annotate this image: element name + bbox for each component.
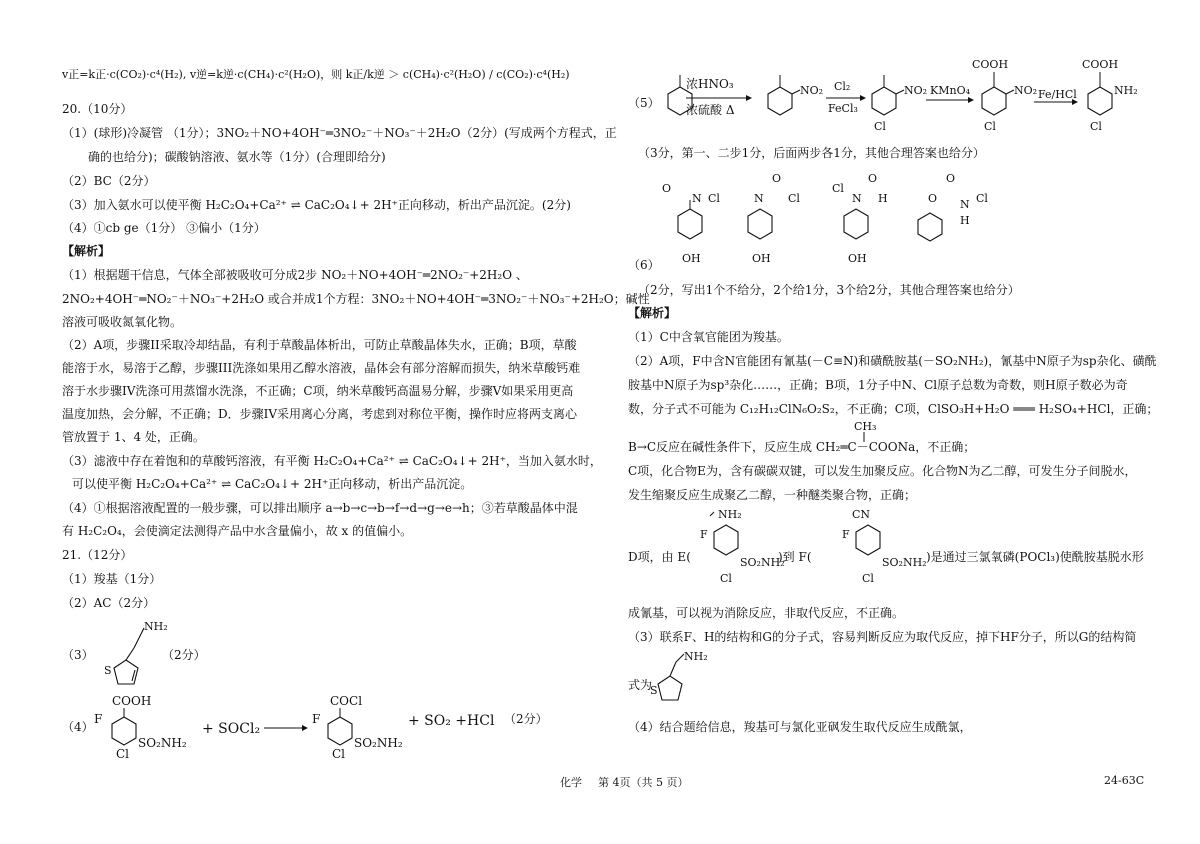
methyl-label: CH₃ bbox=[854, 420, 877, 433]
analysis-heading: 【解析】 bbox=[62, 244, 111, 258]
iso2-o: O bbox=[772, 172, 782, 185]
chloro-label-2: Cl bbox=[874, 120, 886, 133]
acyl-chloride-reaction bbox=[90, 695, 520, 775]
nitrile-label: CN bbox=[852, 508, 871, 521]
step2-reagent-top: Cl₂ bbox=[834, 80, 851, 93]
cocl-label: COCl bbox=[330, 694, 363, 708]
iso3-cl: Cl bbox=[832, 182, 844, 195]
q21-answer-6-label: （6） bbox=[628, 258, 660, 272]
step1-reagent-bottom: 浓硫酸 Δ bbox=[686, 103, 735, 117]
iso2-n: N bbox=[754, 192, 764, 205]
r-explain-2-line4: B→C反应在碱性条件下，反应生成 CH₂═C－COONa，不正确； bbox=[628, 440, 976, 454]
explain-2-line2: 能溶于水，易溶于乙醇，步骤III洗涤如果用乙醇水溶液，晶体会有部分溶解而损失，纳米草酸钙难 bbox=[62, 361, 581, 375]
r-explain-2-line8: 成氰基，可以视为消除反应，非取代反应，不正确。 bbox=[628, 606, 905, 620]
chloro-label-3: Cl bbox=[984, 120, 996, 133]
explain-4-line1: （4）①根据溶液配置的一般步骤，可以排出顺序 a→b→c→b→f→d→g→e→h；③若草酸晶体中混 bbox=[62, 501, 578, 515]
step2-reagent-bottom: FeCl₃ bbox=[828, 102, 858, 115]
cooh-label-3: COOH bbox=[972, 58, 1009, 71]
f-chloro: Cl bbox=[862, 572, 874, 585]
chloro-label-4: Cl bbox=[1090, 120, 1102, 133]
iso4-h: H bbox=[960, 214, 970, 227]
iso4-cl: Cl bbox=[976, 192, 988, 205]
product-sulfonamide-label: SO₂NH₂ bbox=[354, 736, 403, 750]
iso4-n: N bbox=[960, 198, 970, 211]
explain-3-line2: 可以使平衡 H₂C₂O₄+Ca²⁺ ⇌ CaC₂O₄↓+ 2H⁺正向移动，析出产品沉淀。 bbox=[72, 477, 473, 491]
q20-answer-3: （3）加入氨水可以使平衡 H₂C₂O₄+Ca²⁺ ⇌ CaC₂O₄↓+ 2H⁺正向移动，析出产品沉淀。(2分) bbox=[62, 198, 571, 212]
product-chloro-label: Cl bbox=[332, 747, 346, 761]
q20-answer-4: （4）①cb ge（1分） ③偏小（1分） bbox=[62, 221, 266, 235]
iso2-cl: Cl bbox=[788, 192, 800, 205]
cooh-label-4: COOH bbox=[1082, 58, 1119, 71]
q21-answer-5-label: （5） bbox=[628, 96, 660, 110]
e-sulfonamide: SO₂NH₂ bbox=[740, 556, 785, 569]
e-chloro: Cl bbox=[720, 572, 732, 585]
rate-constant-line: v正=k正·c(CO₂)·c⁴(H₂), v逆=k逆·c(CH₄)·c²(H₂O)，则 k正/k逆 ＞ c(CH₄)·c²(H₂O) / c(CO₂)·c⁴(H₂) bbox=[62, 68, 570, 81]
iso4-o-top: O bbox=[946, 172, 956, 185]
thiophene-methylamine-structure bbox=[96, 618, 176, 698]
q21-answer-3-label: （3） bbox=[62, 648, 94, 662]
amine-label: NH₂ bbox=[144, 620, 168, 633]
q20-answer-2: （2）BC（2分） bbox=[62, 174, 156, 188]
explain-2-line5: 管放置于 1、4 处，正确。 bbox=[62, 430, 205, 444]
r-explain-2-line6: 发生缩聚反应生成聚乙二醇，一种醚类聚合物，正确； bbox=[628, 488, 917, 502]
r-explain-2-line5: C项，化合物E为，含有碳碳双键，可以发生加聚反应。化合物N为乙二醇，可发生分子间脱水， bbox=[628, 464, 1137, 478]
f-fluoro: F bbox=[842, 528, 850, 541]
iso3-oh: OH bbox=[848, 252, 867, 265]
explain-1-line3: 溶液可吸收氮氧化物。 bbox=[62, 315, 183, 329]
r-explain-2-line3: 数，分子式不可能为 C₁₂H₁₂ClN₆O₂S₂，不正确；C项，ClSO₃H+H₂O ═══ H₂SO₄+HCl，正确； bbox=[628, 402, 1159, 416]
explain-1-line2: 2NO₂+4OH⁻═NO₂⁻＋NO₃⁻+2H₂O 或合并成1个方程：3NO₂＋NO+4OH⁻═3NO₂⁻＋NO₃⁻+2H₂O；碱性 bbox=[62, 292, 650, 306]
r-explain-3-line1: （3）联系F、H的结构和G的分子式，容易判断反应为取代反应，掉下HF分子，所以G的结构简 bbox=[628, 630, 1137, 644]
q21-answer-1: （1）羧基（1分） bbox=[62, 572, 162, 586]
q21-answer-3-score: （2分） bbox=[162, 648, 206, 662]
explain-3-line1: （3）滤液中存在着饱和的草酸钙溶液，有平衡 H₂C₂O₄+Ca²⁺ ⇌ CaC₂O₄↓+ 2H⁺，当加入氨水时， bbox=[62, 454, 602, 468]
r-explain-3-line2: 式为 bbox=[628, 678, 653, 692]
compound-g-structure bbox=[650, 650, 720, 710]
q20-title: 20.（10分） bbox=[62, 102, 133, 116]
analysis-heading-right: 【解析】 bbox=[628, 306, 677, 320]
amide-nh2: NH₂ bbox=[718, 508, 742, 521]
product-fluoro-label: F bbox=[312, 712, 321, 726]
q20-answer-1b: 确的也给分)；碳酸钠溶液、氨水等（1分）(合理即给分) bbox=[88, 150, 386, 164]
iso3-n: N bbox=[852, 192, 862, 205]
r-explain-4: （4）结合题给信息，羧基可与氯化亚砜发生取代反应生成酰氯， bbox=[628, 720, 972, 734]
r-explain-2-line7b: )到 F( bbox=[778, 550, 812, 564]
explain-2-line3: 溶于水步骤IV洗涤可用蒸馏水洗涤，不正确；C项，纳米草酸钙高温易分解，步骤V如果采用更高 bbox=[62, 384, 574, 398]
explain-4-line2: 有 H₂C₂O₄，会使滴定法测得产品中水含量偏小，故 x 的值偏小。 bbox=[62, 524, 413, 538]
nitro-label-3: NO₂ bbox=[1014, 84, 1038, 97]
iso4-o: O bbox=[928, 192, 938, 205]
r-explain-2-line7a: D项，由 E( bbox=[628, 550, 691, 564]
thionyl-chloride-reagent: + SOCl₂ bbox=[202, 721, 261, 737]
isomer-structures bbox=[656, 170, 1076, 270]
compound-f-structure bbox=[832, 506, 932, 598]
step1-reagent-top: 浓HNO₃ bbox=[686, 77, 734, 91]
fluoro-label: F bbox=[94, 712, 103, 726]
r-explain-2-line7c: )是通过三氯氧磷(POCl₃)使酰胺基脱水形 bbox=[926, 550, 1144, 564]
iso2-oh: OH bbox=[752, 252, 771, 265]
acrylate-methyl-bond bbox=[860, 432, 870, 444]
nitro-label-1: NO₂ bbox=[800, 84, 824, 97]
sulfonamide-label: SO₂NH₂ bbox=[138, 736, 187, 750]
iso3-o: O bbox=[868, 172, 878, 185]
r-explain-2-line2: 胺基中N原子为sp³杂化……，正确；B项，1分子中N、Cl原子总数为奇数，则H原子数必为奇 bbox=[628, 378, 1128, 392]
amine-label-4: NH₂ bbox=[1114, 84, 1138, 97]
q21-answer-4-label: （4） bbox=[62, 720, 94, 734]
step4-reagent: Fe/HCl bbox=[1038, 88, 1077, 101]
synthesis-route bbox=[650, 58, 1150, 140]
f-sulfonamide: SO₂NH₂ bbox=[882, 556, 927, 569]
r-explain-2-line1: （2）A项，F中含N官能团有氰基(－C≡N)和磺酰胺基(－SO₂NH₂)，氰基中N原子为sp杂化、磺酰 bbox=[628, 354, 1157, 368]
iso1-cl: Cl bbox=[708, 192, 720, 205]
cooh-label: COOH bbox=[112, 694, 152, 708]
r-explain-1: （1）C中含氧官能团为羧基。 bbox=[628, 330, 789, 344]
footer-page: 第 4页（共 5 页） bbox=[598, 776, 689, 789]
nitro-label-2: NO₂ bbox=[904, 84, 928, 97]
g-amine: NH₂ bbox=[684, 650, 708, 663]
step3-reagent: KMnO₄ bbox=[930, 84, 970, 97]
explain-1-line1: （1）根据题干信息，气体全部被吸收可分成2步 NO₂＋NO+4OH⁻═2NO₂⁻+2H₂O 、 bbox=[62, 268, 528, 282]
q20-answer-1a: （1）(球形)冷凝管 （1分）；3NO₂＋NO+4OH⁻═3NO₂⁻＋NO₃⁻＋2H₂O（2分）(写成两个方程式，正 bbox=[62, 126, 617, 140]
q6-score-note: （2分，写出1个不给分，2个给1分，3个给2分，其他合理答案也给分） bbox=[638, 283, 1020, 297]
q21-answer-4-score: （2分） bbox=[504, 712, 548, 726]
q21-answer-2: （2）AC（2分） bbox=[62, 596, 156, 610]
iso1-oh: OH bbox=[682, 252, 701, 265]
q21-title: 21.（12分） bbox=[62, 548, 133, 562]
iso3-h: H bbox=[878, 192, 888, 205]
sulfur-label: S bbox=[104, 664, 112, 677]
explain-2-line1: （2）A项，步骤II采取冷却结晶，有利于草酸晶体析出，可防止草酸晶体失水，正确；B项，草酸 bbox=[62, 338, 577, 352]
iso1-o: O bbox=[662, 182, 672, 195]
byproducts: + SO₂ +HCl bbox=[408, 713, 495, 729]
g-sulfur: S bbox=[650, 684, 658, 697]
q5-score-note: （3分，第一、二步1分，后面两步各1分，其他合理答案也给分） bbox=[638, 146, 985, 160]
chloro-label: Cl bbox=[116, 747, 130, 761]
iso1-n: N bbox=[692, 192, 702, 205]
e-fluoro: F bbox=[700, 528, 708, 541]
footer-subject: 化学 bbox=[560, 776, 582, 789]
compound-e-structure bbox=[690, 506, 790, 598]
explain-2-line4: 温度加热，会分解，不正确；D．步骤IV采用离心分离，考虑到对称位平衡，操作时应将两支离心 bbox=[62, 407, 578, 421]
footer-code: 24-63C bbox=[1104, 774, 1145, 787]
